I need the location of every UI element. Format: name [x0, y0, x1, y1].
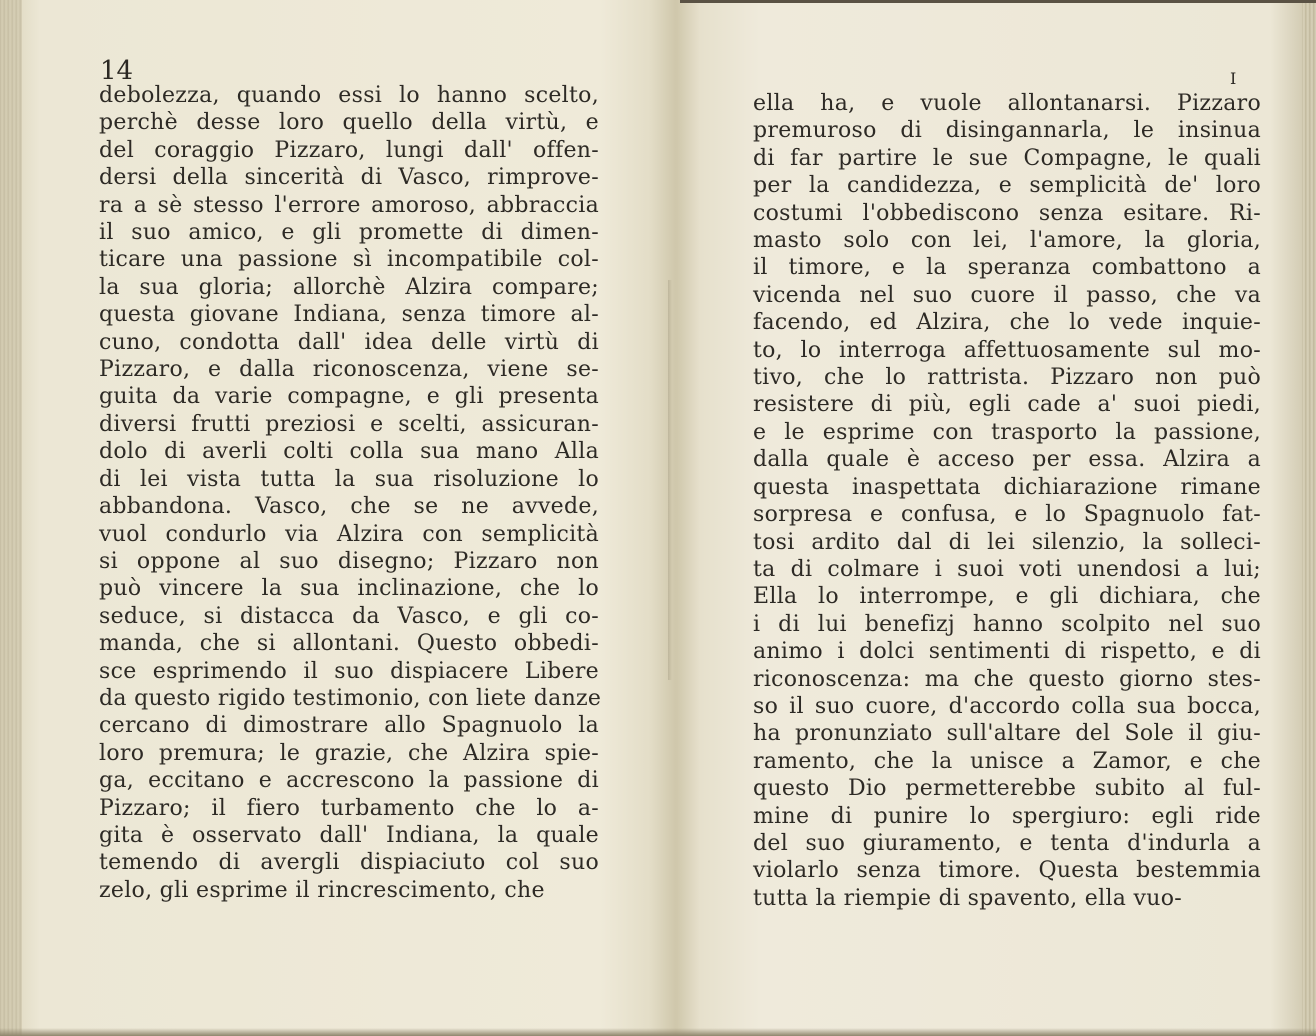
text-line: per la candidezza, e semplicità de' loro	[753, 173, 1261, 199]
text-line: diversi frutti preziosi e scelti, assicuran-	[99, 411, 599, 437]
text-line: resistere di più, egli cade a' suoi piedi,	[753, 392, 1261, 418]
text-line: perchè desse loro quello della virtù, e	[99, 110, 599, 136]
left-page-edges	[0, 0, 22, 1036]
text-line: to, lo interroga affettuosamente sul mo-	[753, 337, 1261, 363]
text-line: cuno, condotta dall' idea delle virtù di	[99, 329, 599, 355]
text-line: ella ha, e vuole allontanarsi. Pizzaro	[753, 91, 1261, 116]
text-line: ticare una passione sì incompatibile col-	[99, 247, 599, 273]
text-line: questa inaspettata dichiarazione rimane	[753, 474, 1261, 500]
text-line: seduce, si distacca da Vasco, e gli co-	[99, 603, 599, 629]
text-line: del coraggio Pizzaro, lungi dall' offen-	[99, 137, 599, 163]
book-gutter	[668, 280, 672, 680]
text-line: i di lui benefizj hanno scolpito nel suo	[753, 611, 1261, 637]
left-page-number: 14	[100, 56, 134, 86]
text-line: la sua gloria; allorchè Alzira compare;	[99, 274, 599, 300]
text-line: di far partire le sue Compagne, le quali	[753, 145, 1261, 171]
text-line: tutta la riempie di spavento, ella vuo-	[753, 885, 1182, 911]
text-line: Pizzaro; il fiero turbamento che lo a-	[99, 795, 599, 821]
text-line: può vincere la sua inclinazione, che lo	[99, 576, 599, 602]
text-line: ramento, che la unisce a Zamor, e che	[753, 748, 1261, 774]
text-line: facendo, ed Alzira, che lo vede inquie-	[753, 310, 1261, 336]
text-line: del suo giuramento, e tenta d'indurla a	[753, 830, 1261, 856]
text-line: e le esprime con trasporto la passione,	[753, 419, 1261, 445]
text-line: temendo di avergli dispiaciuto col suo	[99, 850, 599, 876]
text-line: riconoscenza: ma che questo giorno stes-	[753, 666, 1261, 692]
text-line: cercano di dimostrare allo Spagnuolo la	[99, 713, 599, 739]
text-line: questo Dio permetterebbe subito al ful-	[753, 776, 1261, 802]
text-line: tivo, che lo rattrista. Pizzaro non può	[753, 365, 1261, 391]
text-line: manda, che si allontani. Questo obbedi-	[99, 631, 599, 657]
text-line: loro premura; le grazie, che Alzira spie-	[99, 740, 599, 766]
text-line: mine di punire lo spergiuro: egli ride	[753, 803, 1261, 829]
text-line: sce esprimendo il suo dispiacere Libere	[99, 658, 599, 684]
text-line: Ella lo interrompe, e gli dichiara, che	[753, 584, 1261, 610]
text-line: vicenda nel suo cuore il passo, che va	[753, 282, 1261, 308]
text-line: ha pronunziato sull'altare del Sole il giu-	[753, 721, 1261, 747]
text-line: il timore, e la speranza combattono a	[753, 255, 1261, 281]
text-line: sorpresa e confusa, e lo Spagnuolo fat-	[753, 502, 1261, 528]
text-line: zelo, gli esprime il rincrescimento, che	[99, 877, 545, 903]
text-line: di lei vista tutta la sua risoluzione lo	[99, 466, 599, 492]
text-line: animo i dolci sentimenti di rispetto, e di	[753, 639, 1261, 665]
text-line: ta di colmare i suoi voti unendosi a lui;	[753, 556, 1261, 582]
text-line: si oppone al suo disegno; Pizzaro non	[99, 548, 599, 574]
text-line: vuol condurlo via Alzira con semplicità	[99, 521, 599, 547]
text-line: gita è osservato dall' Indiana, la quale	[99, 822, 599, 848]
text-line: guita da varie compagne, e gli presenta	[99, 384, 599, 410]
text-line: dolo di averli colti colla sua mano Alla	[99, 439, 599, 465]
text-line: Pizzaro, e dalla riconoscenza, viene se-	[99, 357, 599, 383]
text-line: masto solo con lei, l'amore, la gloria,	[753, 228, 1261, 254]
text-line: ga, eccitano e accrescono la passione di	[99, 768, 599, 794]
bottom-shadow	[0, 1028, 1316, 1036]
text-line: tosi ardito dal di lei silenzio, la solleci-	[753, 529, 1261, 555]
right-page-edges	[1302, 0, 1316, 1036]
right-page-text	[753, 90, 1261, 912]
right-page-number: I	[1230, 69, 1237, 88]
text-line: violarlo senza timore. Questa bestemmia	[753, 858, 1261, 884]
text-line: questa giovane Indiana, senza timore al-	[99, 302, 599, 328]
text-line: premuroso di disingannarla, le insinua	[753, 118, 1261, 144]
text-line: dalla quale è acceso per essa. Alzira a	[753, 447, 1261, 473]
text-line: costumi l'obbediscono senza esitare. Ri-	[753, 200, 1261, 226]
top-shadow-edge	[680, 0, 1316, 3]
text-line: dersi della sincerità di Vasco, rimprove-	[99, 165, 599, 191]
text-line: debolezza, quando essi lo hanno scelto,	[99, 83, 599, 108]
text-line: il suo amico, e gli promette di dimen-	[99, 220, 599, 246]
text-line: so il suo cuore, d'accordo colla sua bocca,	[753, 693, 1261, 719]
text-line: da questo rigido testimonio, con liete danze	[99, 685, 602, 711]
text-line: ra a sè stesso l'errore amoroso, abbraccia	[99, 192, 599, 218]
left-page-text	[99, 82, 602, 904]
text-line: abbandona. Vasco, che se ne avvede,	[99, 494, 599, 520]
